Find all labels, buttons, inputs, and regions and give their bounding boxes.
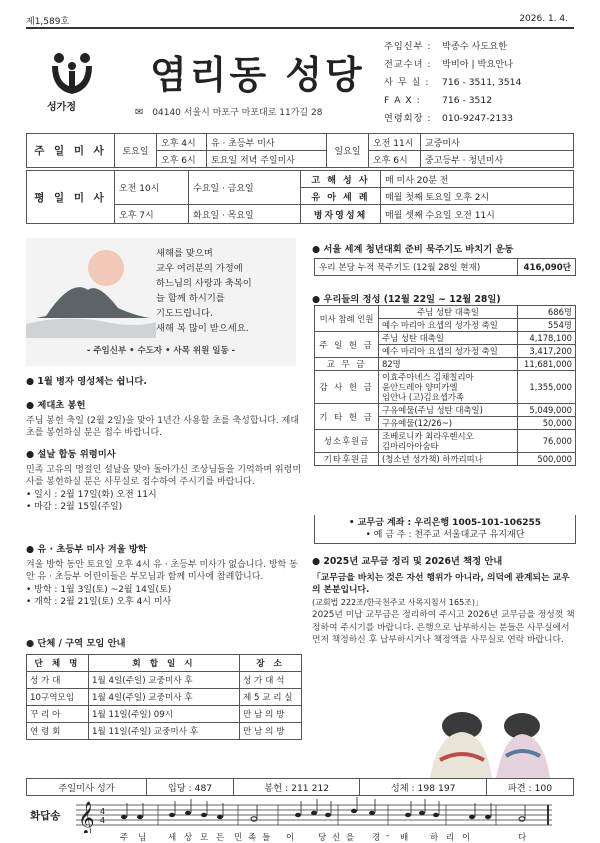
- table-row: 꾸 리 아 1월 11일(주일) 09시 만 남 의 방: [27, 706, 302, 723]
- staff-row: 주임신부 : 박종수 사도요한: [384, 41, 508, 52]
- sunday-mass-label: 주 일 미 사: [27, 134, 115, 168]
- logo-text: 성가정: [47, 102, 76, 113]
- youth-prayer-title: ● 서울 세계 청년대회 준비 묵주기도 바치기 운동: [312, 244, 514, 255]
- svg-text:4: 4: [100, 807, 106, 816]
- notice-sick-communion: ● 1월 병자 영성체는 쉽니다.: [26, 376, 147, 387]
- saturday-label: 토요일: [115, 134, 157, 168]
- staff-info: [384, 38, 521, 128]
- account-info: • 교무금 계좌 : 우리은행 1005-101-106255 • 예 금 주 : 천주교 서울대교구 유지재단: [314, 515, 576, 544]
- table-row: 10구역모임 1월 4일(주일) 교중미사 후 제 5 교 리 실: [27, 689, 302, 706]
- new-year-bow-illustration-icon: [400, 690, 576, 782]
- page-title: 염리동 성당: [150, 52, 365, 97]
- address-text: 04140 서울시 마포구 마포대로 11가길 28: [152, 108, 323, 118]
- envelope-icon: ✉: [135, 107, 144, 118]
- issue-number: 제1,589호: [26, 17, 70, 27]
- groups-table: 단 체 명 회 합 일 시 장 소 성 가 대 1월 4일(주일) 교중미사 후 성 가 대 석 10구역모임 1월 4일(주일) 교중미사 후 제 5 교 리 실 꾸 리 아 1월 11일(주일) 09시 만 남 의 방 연 령 회 1월 11일(주일) 교중미사 후 만 남 의 방: [26, 654, 302, 740]
- weekday-mass-label: 평 일 미 사: [27, 171, 115, 224]
- notice-candle-offering: ● 제대초 봉헌 주님 봉헌 축일 (2월 2일)을 맞아 1년간 사용할 초를 축성합니다. 제대초를 봉헌하실 분은 접수 바랍니다.: [26, 400, 300, 438]
- sunrise-mountain-icon: [26, 238, 156, 338]
- top-divider: [26, 27, 574, 29]
- notice-memorial-mass: ● 설날 합동 위령미사 민족 고유의 명절인 설날을 맞아 돌아가신 조상님들을 기억하며 위령미사를 봉헌하실 분은 사무실로 접수하여 주시기를 바랍니다. • 일시 : 2월 17일(화) 오전 11시 • 마감 : 2월 15일(주일): [26, 449, 302, 514]
- issue-date: 2026. 1. 4.: [519, 14, 568, 24]
- mass-schedule-table: 주 일 미 사 토요일 오후 4시 유 · 초등부 미사 일요일 오전 11시 교중미사 오후 6시 토요일 저녁 주일미사 오후 6시 중고등부 · 청년미사: [26, 133, 574, 168]
- notice-winter-break: ● 유 · 초등부 미사 겨울 방학 겨울 방학 동안 토요일 오후 4시 유 · 초등부 미사가 없습니다. 방학 동안 유 · 초등부 어린이들은 부모님과 함께 미사에 참례합니다. • 방학 : 1월 3일(토) ~2월 14일(토) • 개학 : 2월 21일(토) 오후 4시 미사: [26, 544, 302, 609]
- weekday-mass-table: 평 일 미 사 오전 10시 수요일 · 금요일 고 해 성 사 매 미사 20분 전 유 아 세 례 매월 첫째 토요일 오후 2시 오후 7시 화요일 · 목요일 병자영성체 매월 셋째 수요일 오전 11시: [26, 170, 574, 224]
- greeting-text: 새해를 맞으며 교우 여러분의 가정에 하느님의 사랑과 축복이 늘 함께 하시기를 기도드립니다. 새해 복 많이 받으세요.: [156, 248, 252, 334]
- svg-text:4: 4: [100, 816, 106, 825]
- table-row: 성 가 대 1월 4일(주일) 교중미사 후 성 가 대 석: [27, 672, 302, 689]
- table-row: 연 령 회 1월 11일(주일) 교중미사 후 만 남 의 방: [27, 723, 302, 740]
- svg-text:𝄞: 𝄞: [78, 801, 95, 833]
- staff-row: 연령회장 : 010-9247-2133: [384, 113, 513, 124]
- offerings-title: ● 우리들의 정성 (12월 22일 ~ 12월 28일): [312, 294, 501, 305]
- psalm-label: 화답송: [30, 810, 61, 822]
- address: [135, 105, 322, 118]
- music-staff-icon: [76, 797, 552, 833]
- groups-title: ● 단체 / 구역 모임 안내: [26, 638, 126, 649]
- staff-row: 사 무 실 : 716 - 3511, 3514: [384, 77, 522, 88]
- staff-row: F A X : 716 - 3512: [384, 95, 493, 106]
- offerings-table: 미사 참례 인원 주님 성탄 대축일 686명 예수 마리아 요셉의 성가정 축일 554명 주 일 헌 금 주님 성탄 대축일 4,178,100 예수 마리아 요셉의 성가정 축일 3,417,200 교 무 금 82명 11,681,000 감 사 헌 금 이효주아녜스 김채칠리아 윤안드레아 양미카엘 임안나 (고)김요셉가족 1,355,000 기 타 헌 금 구유예물(주님 성탄 대축일) 5,049,000 구유예물(12/26~) 50,000 성소후원금 조베로니카 최라우렌시오 김마리아아숨타 76,000 기타후원금 (청소년 성가책) 하까리띠나 500,000: [314, 305, 576, 466]
- greeting-signature: - 주임신부 • 수도자 • 사목 위원 일동 -: [86, 346, 236, 356]
- staff-row: 전교수녀 : 박비아 | 박요안나: [384, 59, 514, 70]
- hymn-stats-table: 주일미사 성가 입당 : 487 봉헌 : 211 212 성체 : 198 197 파견 : 100: [26, 778, 574, 796]
- tithe-notice: ● 2025년 교무금 정리 및 2026년 책정 안내 「교무금을 바치는 것은 자선 행위가 아니라, 의덕에 관계되는 교우의 본분입니다. (교회법 222조/한국천주교 사목지침서 165조)」 2025년 미납 교무금은 정리하여 주시고 2026년 교무금을 정성껏 책정하여 주시기를 바랍니다. 은행으로 납부하시는 분들은 사무실에서 먼저 책정하신 후 납부하시거나 책정액을 사무실로 연락 바랍니다.: [312, 556, 575, 645]
- sunday-label: 일요일: [327, 134, 369, 168]
- youth-prayer-table: 우리 본당 누적 묵주기도 (12월 28일 현재) 416,090단: [314, 258, 576, 276]
